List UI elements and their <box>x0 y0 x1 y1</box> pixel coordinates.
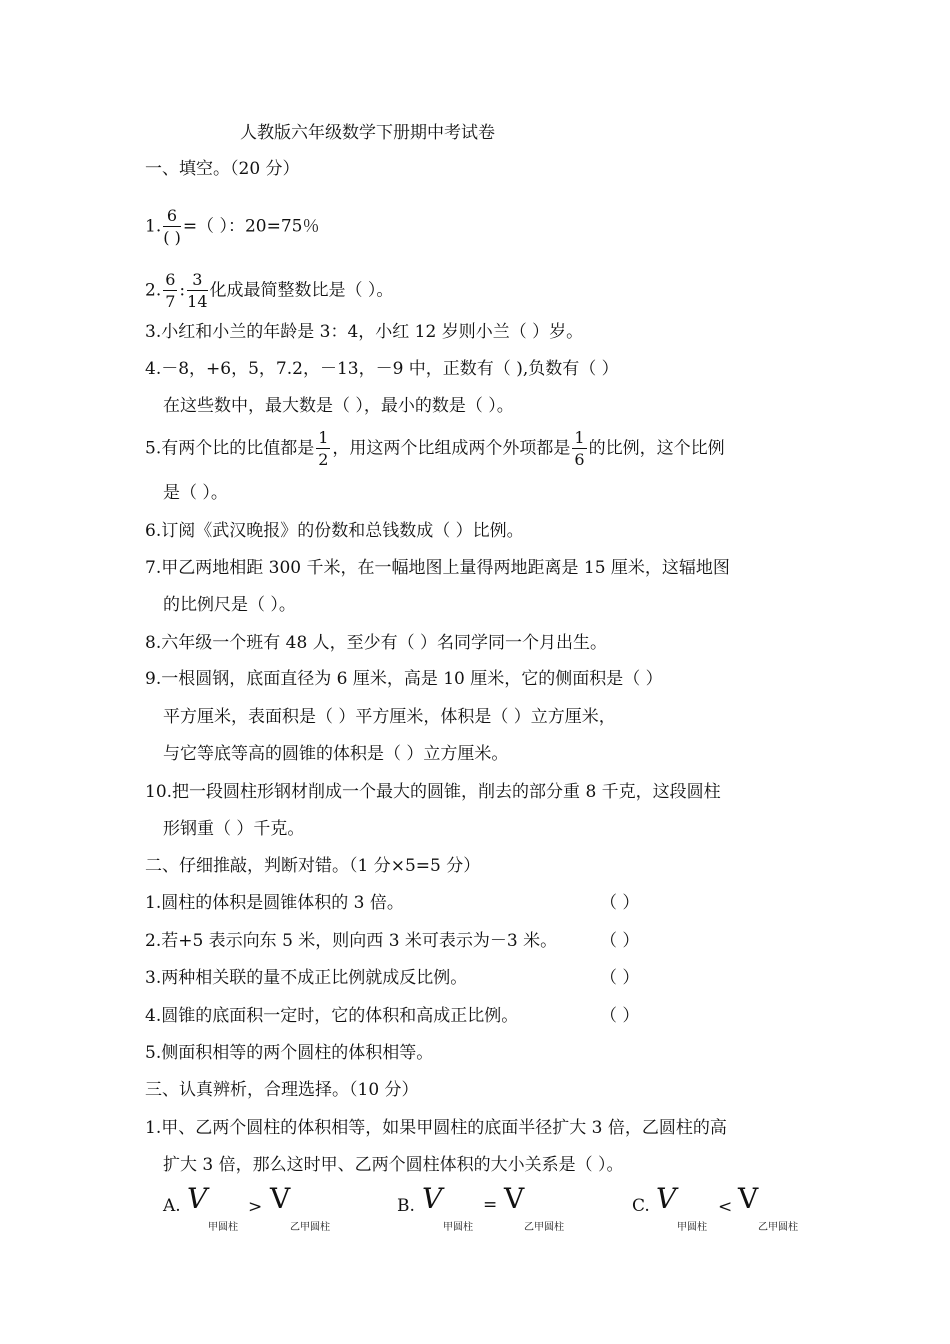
page-title: 人教版六年级数学下册期中考试卷 <box>240 123 495 143</box>
judge-item-1-answer: （ ） <box>600 893 640 913</box>
question-2-text: 化成最简整数比是（ ）。 <box>209 280 394 301</box>
option-a-v2: V <box>270 1182 291 1215</box>
question-10-line-2: 形钢重（ ）千克。 <box>163 819 305 839</box>
option-a-sub2: 乙甲圆柱 <box>290 1222 330 1233</box>
question-5-fraction-b <box>572 430 586 468</box>
option-c-operator: < <box>718 1197 733 1217</box>
option-c-sub2: 乙甲圆柱 <box>758 1222 798 1233</box>
option-c-sub1: 甲圆柱 <box>677 1222 707 1233</box>
judge-item-5: 5.侧面积相等的两个圆柱的体积相等。 <box>145 1043 434 1063</box>
fraction-numerator: 6 <box>163 208 181 227</box>
judge-item-2: 2.若+5 表示向东 5 米，则向西 3 米可表示为－3 米。 <box>145 931 558 951</box>
question-9-line-2: 平方厘米，表面积是（ ）平方厘米，体积是（ ）立方厘米， <box>163 707 616 727</box>
fraction-denominator: 14 <box>187 292 208 311</box>
question-5-fraction-a <box>316 430 330 468</box>
question-6: 6.订阅《武汉晚报》的份数和总钱数成（ ）比例。 <box>145 521 524 541</box>
question-1-number: 1. <box>145 216 162 237</box>
option-b-label: B. <box>397 1196 415 1216</box>
fraction-denominator: 7 <box>165 292 176 311</box>
fraction-denominator: 6 <box>574 450 585 469</box>
question-10-line-1: 10.把一段圆柱形钢材削成一个最大的圆锥，削去的部分重 8 千克，这段圆柱 <box>145 782 721 802</box>
section-2-heading: 二、仔细推敲，判断对错。（1 分×5=5 分） <box>145 856 481 876</box>
question-1 <box>145 208 319 246</box>
section-3-heading: 三、认真辨析，合理选择。（10 分） <box>145 1080 419 1100</box>
fraction-denominator: ( ) <box>163 228 181 247</box>
question-5-line-1 <box>145 430 725 468</box>
question-9-line-1: 9.一根圆钢，底面直径为 6 厘米，高是 10 厘米，它的侧面积是（ ） <box>145 669 663 689</box>
question-4-line-2: 在这些数中，最大数是（ ），最小的数是（ ）。 <box>163 396 514 416</box>
question-5-suffix: 的比例，这个比例 <box>588 438 725 459</box>
question-2-fraction-a <box>163 272 177 310</box>
judge-item-4: 4.圆锥的底面积一定时，它的体积和高成正比例。 <box>145 1006 519 1026</box>
question-2 <box>145 272 393 310</box>
question-3: 3.小红和小兰的年龄是 3：4，小红 12 岁则小兰（ ）岁。 <box>145 322 584 342</box>
question-7-line-2: 的比例尺是（ ）。 <box>163 595 296 615</box>
fraction-numerator: 1 <box>318 428 329 447</box>
option-b-v2: V <box>504 1182 525 1215</box>
option-b-sub1: 甲圆柱 <box>443 1222 473 1233</box>
option-c-v2: V <box>738 1182 759 1215</box>
judge-item-4-answer: （ ） <box>600 1006 640 1026</box>
question-8: 8.六年级一个班有 48 人，至少有（ ）名同学同一个月出生。 <box>145 633 608 653</box>
question-1-text: =（ ）：20=75％ <box>182 216 320 237</box>
section-1-heading: 一、填空。（20 分） <box>145 159 300 179</box>
option-c-label: C. <box>632 1196 650 1216</box>
question-2-number: 2. <box>145 280 162 301</box>
judge-item-1: 1.圆柱的体积是圆锥体积的 3 倍。 <box>145 893 404 913</box>
question-7-line-1: 7.甲乙两地相距 300 千米，在一幅地图上量得两地距离是 15 厘米，这辐地图 <box>145 558 730 578</box>
ratio-colon: : <box>179 280 186 301</box>
fraction-denominator: 2 <box>318 450 329 469</box>
choice-question-1-line-2: 扩大 3 倍，那么这时甲、乙两个圆柱体积的大小关系是（ ）。 <box>163 1155 624 1175</box>
question-5-line-2: 是（ ）。 <box>163 483 228 503</box>
question-5-prefix: 5.有两个比的比值都是 <box>145 438 315 459</box>
choice-question-1-line-1: 1.甲、乙两个圆柱的体积相等，如果甲圆柱的底面半径扩大 3 倍，乙圆柱的高 <box>145 1118 727 1138</box>
option-b-v1: V <box>422 1182 443 1215</box>
option-c-v1: V <box>656 1182 677 1215</box>
fraction-numerator: 3 <box>187 272 207 291</box>
fraction-numerator: 6 <box>165 270 176 289</box>
judge-item-3: 3.两种相关联的量不成正比例就成反比例。 <box>145 968 468 988</box>
question-5-middle: ，用这两个比组成两个外项都是 <box>332 438 571 459</box>
judge-item-2-answer: （ ） <box>600 931 640 951</box>
option-b-operator: = <box>483 1195 498 1215</box>
fraction-numerator: 1 <box>574 428 585 447</box>
option-a-label: A. <box>163 1196 181 1216</box>
question-2-fraction-b <box>187 272 207 310</box>
option-a-operator: > <box>248 1197 263 1217</box>
option-a-v1: V <box>187 1182 208 1215</box>
option-a-sub1: 甲圆柱 <box>208 1222 238 1233</box>
question-4-line-1: 4.－8，+6，5，7.2，－13，－9 中，正数有（ ),负数有（ ） <box>145 359 619 379</box>
option-b-sub2: 乙甲圆柱 <box>524 1222 564 1233</box>
question-9-line-3: 与它等底等高的圆锥的体积是（ ）立方厘米。 <box>163 744 509 764</box>
judge-item-3-answer: （ ） <box>600 968 640 988</box>
question-1-fraction <box>163 208 181 246</box>
